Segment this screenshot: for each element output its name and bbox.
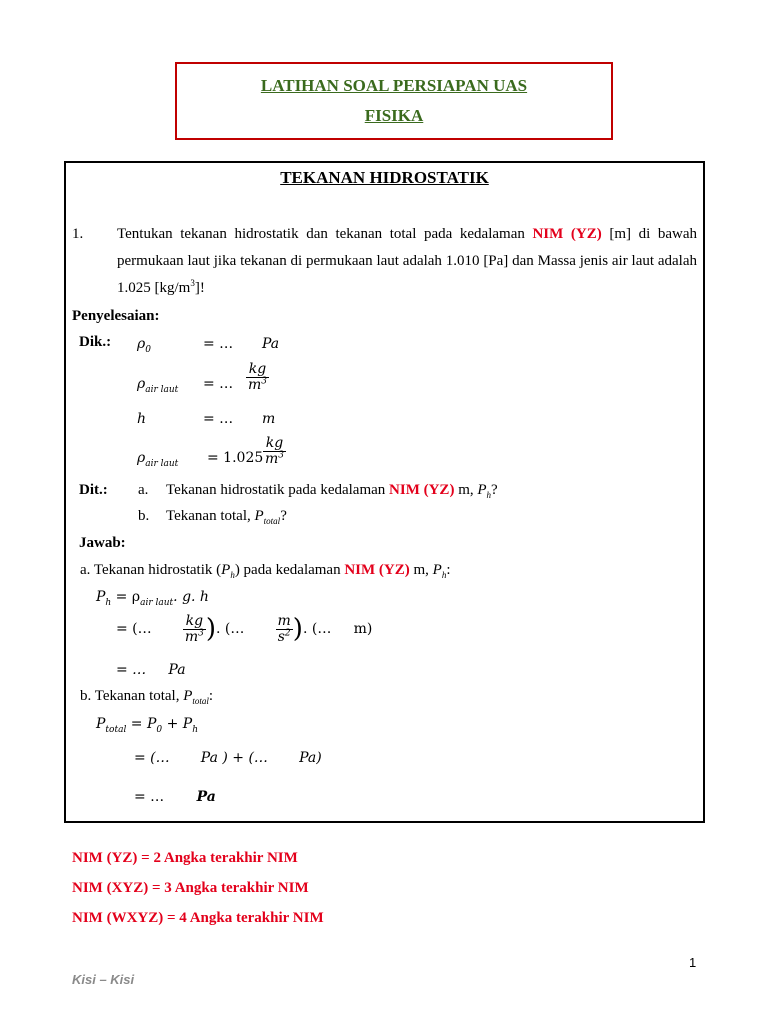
math-symbol: P: [96, 716, 106, 732]
question-line-3: [117, 280, 205, 297]
eq-ptotal-result: [134, 789, 216, 805]
dik-rho0-unit: Pa: [262, 336, 280, 352]
math-symbol: P: [221, 562, 231, 578]
dit-b: [166, 508, 287, 525]
page-number: 1: [689, 955, 697, 970]
math-text: = ρ: [115, 589, 141, 605]
note-nim-xyz: NIM (XYZ) = 3 Angka terakhir NIM: [72, 880, 309, 896]
math-subscript: air laut: [140, 597, 174, 608]
math-subscript: air laut: [145, 458, 179, 469]
superscript: 2: [284, 628, 291, 639]
jawab-text: a. Tekanan hidrostatik (: [80, 562, 222, 578]
math-subscript: h: [192, 724, 198, 735]
math-symbol: P: [254, 508, 264, 524]
jawab-label: Jawab:: [79, 535, 126, 551]
fraction-numerator: kg: [183, 614, 206, 630]
title-line-1: LATIHAN SOAL PERSIAPAN UAS: [260, 76, 528, 95]
math-text: + P: [162, 716, 193, 732]
superscript: 3: [190, 278, 195, 288]
dit-text: m,: [458, 482, 474, 498]
nim-highlight: NIM (YZ): [532, 226, 602, 242]
fraction-numerator: kg: [246, 362, 269, 378]
math-text: = …: [134, 789, 165, 805]
math-symbol: P: [96, 589, 106, 605]
question-line-2: permukaan laut jika tekanan di permukaan laut adalah 1.010 [Pa] dan Massa jenis air laut adalah: [117, 253, 697, 269]
dik-h: h: [137, 411, 147, 427]
jawab-text: m,: [413, 562, 429, 578]
dik-rho-air-unit: [246, 362, 269, 392]
note-nim-yz: NIM (YZ) = 2 Angka terakhir NIM: [72, 850, 298, 866]
fraction-numerator: m: [277, 613, 291, 629]
math-text: . (…: [215, 621, 245, 638]
title-box: [175, 62, 613, 140]
superscript: 3: [278, 450, 285, 461]
math-subscript: total: [263, 516, 281, 526]
math-subscript: 0: [156, 724, 163, 735]
math-text: . g. h: [173, 589, 209, 605]
jawab-text: ) pada kedalaman: [234, 562, 341, 578]
math-subscript: total: [105, 724, 127, 735]
dik-rho-air-2: [137, 450, 179, 469]
jawab-b-intro: [80, 688, 213, 705]
dik-rho-air: [137, 376, 179, 395]
math-subscript: h: [441, 570, 447, 580]
paren-close: ): [292, 614, 303, 645]
dik-rho-air-2-unit: [263, 436, 286, 466]
eq-ph-result: = … Pa: [116, 662, 186, 678]
eq-ph-substitution: [116, 614, 372, 644]
footer-label: Kisi – Kisi: [72, 972, 135, 987]
math-subscript: total: [192, 696, 209, 706]
math-symbol: P: [183, 688, 193, 704]
dik-rho0-eq: = …: [203, 336, 234, 352]
math-text: = P: [130, 716, 157, 732]
dit-label: Dit.:: [79, 482, 108, 498]
math-unit: Pa: [196, 789, 216, 805]
section-title: TEKANAN HIDROSTATIK: [280, 168, 489, 187]
dik-label: Dik.:: [79, 334, 112, 350]
title-line-2: FISIKA: [364, 106, 424, 125]
eq-ph-definition: [96, 589, 209, 608]
eq-ptotal-substitution: = (… Pa ) + (… Pa): [134, 750, 322, 766]
solution-label: Penyelesaian:: [72, 308, 160, 324]
dit-text: ?: [491, 482, 498, 498]
dit-text: Tekanan hidrostatik pada kedalaman: [166, 482, 386, 498]
nim-highlight: NIM (YZ): [389, 482, 455, 498]
note-nim-wxyz: NIM (WXYZ) = 4 Angka terakhir NIM: [72, 910, 324, 926]
dik-rho-air-2-eq: = 1.025: [207, 450, 264, 466]
math-subscript: h: [486, 490, 492, 500]
math-subscript: h: [230, 570, 235, 580]
dit-a-marker: a.: [138, 482, 149, 498]
math-text: . (… m): [302, 621, 373, 638]
math-symbol: ρ: [137, 336, 146, 352]
question-text: ]!: [194, 280, 205, 296]
math-subscript: h: [105, 597, 112, 608]
math-symbol: ρ: [137, 376, 146, 392]
math-subscript: 0: [145, 344, 151, 355]
jawab-a-intro: [80, 562, 451, 579]
question-text: Tentukan tekanan hidrostatik dan tekanan total pada kedalaman: [117, 226, 525, 242]
math-text: = (…: [116, 621, 152, 638]
fraction-denominator: s: [277, 628, 285, 645]
fraction-numerator: kg: [263, 436, 286, 452]
dit-a: [166, 482, 498, 499]
math-symbol: P: [477, 482, 487, 498]
fraction-denominator: m: [184, 628, 199, 645]
dik-rho-air-eq: = …: [203, 376, 234, 392]
question-text: 1.025 [kg/m: [117, 280, 191, 296]
fraction-denominator: m: [265, 450, 279, 467]
dit-text: Tekanan total,: [166, 508, 251, 524]
math-symbol: ρ: [137, 450, 146, 466]
dik-h-eq: = …: [203, 411, 234, 427]
jawab-text: b. Tekanan total,: [80, 688, 180, 704]
dit-text: ?: [280, 508, 287, 524]
math-subscript: air laut: [145, 384, 179, 395]
jawab-text: :: [446, 562, 451, 578]
eq-ptotal-definition: [96, 716, 198, 735]
dik-h-unit: m: [262, 411, 276, 427]
fraction-denominator: m: [248, 376, 262, 393]
superscript: 3: [198, 628, 204, 639]
superscript: 3: [261, 376, 268, 387]
math-symbol: P: [432, 562, 442, 578]
dik-rho0: [137, 336, 151, 355]
jawab-text: :: [208, 688, 214, 704]
question-text: [m] di bawah: [609, 226, 698, 242]
question-number: 1.: [72, 226, 84, 242]
paren-close: ): [205, 614, 216, 645]
question-line-1: [117, 226, 697, 243]
dit-b-marker: b.: [138, 508, 150, 524]
nim-highlight: NIM (YZ): [344, 562, 410, 578]
